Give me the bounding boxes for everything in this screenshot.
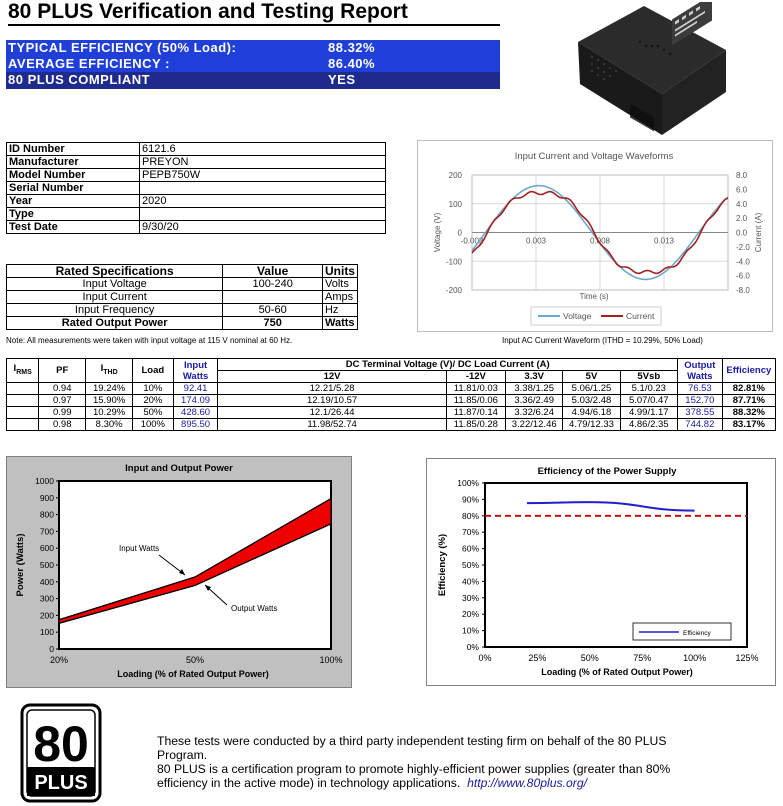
header-rail-5v: 5V [563,371,620,383]
info-row [7,208,386,221]
efficiency-summary [6,40,500,89]
rated-row [7,317,358,330]
info-row [7,221,386,234]
page-title: 80 PLUS Verification and Testing Report [8,0,408,23]
info-value [140,208,386,221]
results-row [7,395,776,407]
info-value: 6121.6 [140,143,386,156]
efficiency-y-tick: 100% [457,478,479,488]
efficiency-x-tick: 125% [735,653,759,663]
power-y-tick: 500 [39,560,54,570]
info-row [7,182,386,195]
info-value: 9/30/20 [140,221,386,234]
cell-5v: 4.94/6.18 [563,407,620,419]
summary-row-typical [6,40,500,56]
efficiency-x-tick: 50% [580,653,599,663]
info-value [140,182,386,195]
waveform-caption: Input AC Current Waveform (ITHD = 10.29%, 50% Load) [502,336,703,345]
cell-ithd: 15.90% [86,395,133,407]
efficiency-x-tick: 25% [528,653,547,663]
cell-irms [7,395,39,407]
cell-pf: 0.94 [39,383,86,395]
power-y-tick: 300 [39,593,54,604]
summary-value: 88.32% [328,40,376,55]
power-y-tick: 900 [39,492,54,503]
waveform-y-tick: 0 [457,228,462,238]
power-supply-image [572,2,732,137]
cell-3v3: 3.38/1.25 [506,383,563,395]
header-rail-5vsb: 5Vsb [620,371,677,383]
info-row [7,195,386,208]
rated-body [7,278,358,330]
rated-unit: Volts [322,278,357,291]
measurement-note: Note: All measurements were taken with input voltage at 115 V nominal at 60 Hz. [6,336,293,345]
cell-m12v: 11.87/0.14 [446,407,505,419]
waveform-y2-tick: 2.0 [736,214,748,224]
output-watts-annotation: Output Watts [231,604,278,613]
info-row [7,143,386,156]
cell-output-watts: 378.55 [677,407,722,419]
cell-efficiency: 83.17% [722,419,775,431]
info-key: Model Number [7,169,140,182]
cell-efficiency: 88.32% [722,407,775,419]
cell-input-watts: 895.50 [173,419,218,431]
cell-5vsb: 5.07/0.47 [620,395,677,407]
cell-m12v: 11.85/0.06 [446,395,505,407]
waveform-ylabel2: Current (A) [754,212,763,253]
header-rail-12v: 12V [218,371,446,383]
rated-row [7,278,358,291]
waveform-x-tick: 0.008 [589,236,611,246]
info-key: Type [7,208,140,221]
waveform-x-tick: 0.003 [525,236,547,246]
power-y-tick: 0 [49,644,54,654]
info-value: PREYON [140,156,386,169]
rated-unit: Hz [322,304,357,317]
rated-value [223,291,323,304]
logo-word: PLUS [34,772,88,794]
info-body [7,143,386,234]
efficiency-y-tick: 10% [461,625,479,636]
power-y-tick: 200 [39,610,54,621]
waveform-y2-tick: 4.0 [736,199,748,209]
power-chart-svg [7,457,351,687]
header-irms-text: I [13,363,17,375]
power-ylabel: Power (Watts) [15,533,26,597]
rated-row [7,304,358,317]
cell-pf: 0.99 [39,407,86,419]
info-key: ID Number [7,143,140,156]
power-x-tick: 50% [185,655,205,665]
cell-irms [7,419,39,431]
info-table [6,142,386,234]
waveform-y2-tick: 6.0 [736,185,748,195]
info-value: 2020 [140,195,386,208]
waveform-ylabel: Voltage (V) [433,212,442,253]
cell-5vsb: 5.1/0.23 [620,383,677,395]
power-y-tick: 400 [39,576,54,587]
footer-text [157,734,717,790]
input-watts-annotation: Input Watts [119,544,160,553]
header-ithd-sub: THD [103,368,118,376]
footer-line-3-text: efficiency in the active mode) in technology applications. [157,776,461,790]
efficiency-xlabel: Loading (% of Rated Output Power) [541,667,693,677]
cell-12v: 12.1/26.44 [218,407,446,419]
power-y-tick: 100 [39,627,54,638]
cell-5v: 4.79/12.33 [563,419,620,431]
footer-line-1: These tests were conducted by a third party independent testing firm on behalf of the 80 PLUS Program. [157,734,667,762]
efficiency-y-tick: 50% [461,560,479,570]
header-output-watts: Output Watts [677,359,722,383]
rated-unit: Amps [322,291,357,304]
waveform-y-tick: 100 [448,199,462,209]
waveform-y2-tick: -6.0 [736,271,750,281]
efficiency-y-tick: 40% [461,576,479,587]
info-key: Manufacturer [7,156,140,169]
header-load: Load [133,359,174,383]
efficiency-chart-svg [427,459,775,685]
results-row [7,407,776,419]
results-row [7,383,776,395]
cell-load: 10% [133,383,174,395]
waveform-y-tick: -100 [445,257,462,267]
cell-12v: 12.21/5.28 [218,383,446,395]
info-key: Test Date [7,221,140,234]
cell-pf: 0.97 [39,395,86,407]
efficiency-y-tick: 20% [461,609,479,620]
cell-efficiency: 87.71% [722,395,775,407]
efficiency-y-tick: 80% [461,510,479,521]
waveform-chart [417,140,773,332]
rated-specs-table [6,264,358,330]
cell-ithd: 10.29% [86,407,133,419]
efficiency-y-tick: 30% [461,592,479,603]
waveform-y2-tick: -8.0 [736,286,750,295]
logo-number: 80 [33,716,89,772]
results-body [7,383,776,431]
cell-load: 100% [133,419,174,431]
summary-value: 86.40% [328,56,376,71]
waveform-y-tick: 200 [448,171,462,180]
rated-unit: Watts [322,317,357,330]
header-ithd-text: I [100,363,104,375]
footer-line-3 [157,776,717,790]
cell-ithd: 19.24% [86,383,133,395]
waveform-y2-tick: 8.0 [736,171,748,180]
header-rail-m12v: -12V [446,371,505,383]
cell-efficiency: 82.81% [722,383,775,395]
cell-5vsb: 4.99/1.17 [620,407,677,419]
rated-header-units: Units [322,265,357,278]
power-chart-title: Input and Output Power [125,463,233,474]
80-plus-logo [20,703,102,803]
efficiency-x-tick: 75% [633,653,652,663]
rated-header-value: Value [223,265,323,278]
power-chart [6,456,352,688]
power-y-tick: 800 [39,509,54,520]
info-row [7,169,386,182]
header-dc: DC Terminal Voltage (V)/ DC Load Current (A) [218,359,677,371]
info-key: Serial Number [7,182,140,195]
cell-5vsb: 4.86/2.35 [620,419,677,431]
results-table [6,358,776,431]
title-rule [8,24,500,26]
rated-spec: Input Current [7,291,223,304]
rated-value: 50-60 [223,304,323,317]
power-x-tick: 20% [49,655,69,665]
rated-spec: Input Voltage [7,278,223,291]
cell-load: 20% [133,395,174,407]
efficiency-x-tick: 0% [478,653,492,663]
waveform-y2-tick: 0.0 [736,228,748,238]
header-pf: PF [39,359,86,383]
efficiency-y-tick: 0% [466,642,479,652]
footer-link[interactable]: http://www.80plus.org/ [467,776,587,790]
cell-3v3: 3.36/2.49 [506,395,563,407]
cell-3v3: 3.22/12.46 [506,419,563,431]
cell-input-watts: 428.60 [173,407,218,419]
efficiency-ylabel: Efficiency (%) [437,533,448,597]
power-x-tick: 100% [319,655,343,665]
cell-output-watts: 744.82 [677,419,722,431]
waveform-x-tick: -0.002 [460,236,484,246]
rated-value: 750 [223,317,323,330]
header-irms [7,359,39,383]
cell-output-watts: 76.53 [677,383,722,395]
summary-value: YES [328,72,356,87]
cell-ithd: 8.30% [86,419,133,431]
summary-label: AVERAGE EFFICIENCY : [8,56,170,71]
power-y-tick: 700 [39,526,54,537]
cell-m12v: 11.85/0.28 [446,419,505,431]
info-row [7,156,386,169]
power-y-tick: 1000 [35,476,54,486]
info-value: PEPB750W [140,169,386,182]
footer-line-2: 80 PLUS is a certification program to promote highly-efficient power supplies (greater than 80% [157,762,671,776]
waveform-y2-tick: -4.0 [736,257,750,267]
efficiency-y-tick: 60% [461,543,479,554]
cell-input-watts: 92.41 [173,383,218,395]
header-input-watts: Input Watts [173,359,218,383]
efficiency-y-tick: 90% [461,494,479,505]
summary-label: TYPICAL EFFICIENCY (50% Load): [8,40,237,55]
cell-input-watts: 174.09 [173,395,218,407]
waveform-x-tick: 0.013 [653,236,675,246]
cell-irms [7,383,39,395]
header-rail-3v3: 3.3V [506,371,563,383]
cell-5v: 5.06/1.25 [563,383,620,395]
header-efficiency: Efficiency [722,359,775,383]
waveform-y-tick: -200 [445,286,462,295]
header-irms-sub: RMS [16,368,32,376]
cell-3v3: 3.32/6.24 [506,407,563,419]
waveform-y2-tick: -2.0 [736,242,750,252]
efficiency-chart [426,458,776,686]
cell-output-watts: 152.70 [677,395,722,407]
rated-header-row [7,265,358,278]
rated-value: 100-240 [223,278,323,291]
rated-row [7,291,358,304]
cell-irms [7,407,39,419]
summary-label: 80 PLUS COMPLIANT [8,72,151,87]
legend-voltage-label: Voltage [563,311,592,321]
efficiency-legend-label: Efficiency [683,630,711,637]
efficiency-y-tick: 70% [461,527,479,538]
waveform-xlabel: Time (s) [579,292,609,301]
summary-row-average [6,56,500,72]
power-plot-area [59,481,331,649]
cell-m12v: 11.81/0.03 [446,383,505,395]
waveform-title: Input Current and Voltage Waveforms [514,151,674,162]
cell-pf: 0.98 [39,419,86,431]
results-row [7,419,776,431]
efficiency-x-tick: 100% [683,653,707,663]
rated-spec: Rated Output Power [7,317,223,330]
summary-row-compliant [6,72,500,89]
cell-5v: 5.03/2.48 [563,395,620,407]
rated-spec: Input Frequency [7,304,223,317]
power-xlabel: Loading (% of Rated Output Power) [117,669,269,679]
efficiency-chart-title: Efficiency of the Power Supply [537,466,677,477]
cell-12v: 12.19/10.57 [218,395,446,407]
cell-12v: 11.98/52.74 [218,419,446,431]
power-y-tick: 600 [39,543,54,554]
efficiency-plot-area [485,483,747,647]
rated-header-spec: Rated Specifications [7,265,223,278]
waveform-svg [418,141,772,331]
header-ithd [86,359,133,383]
legend-current-label: Current [626,311,655,321]
cell-load: 50% [133,407,174,419]
results-header-row-1 [7,359,776,371]
info-key: Year [7,195,140,208]
